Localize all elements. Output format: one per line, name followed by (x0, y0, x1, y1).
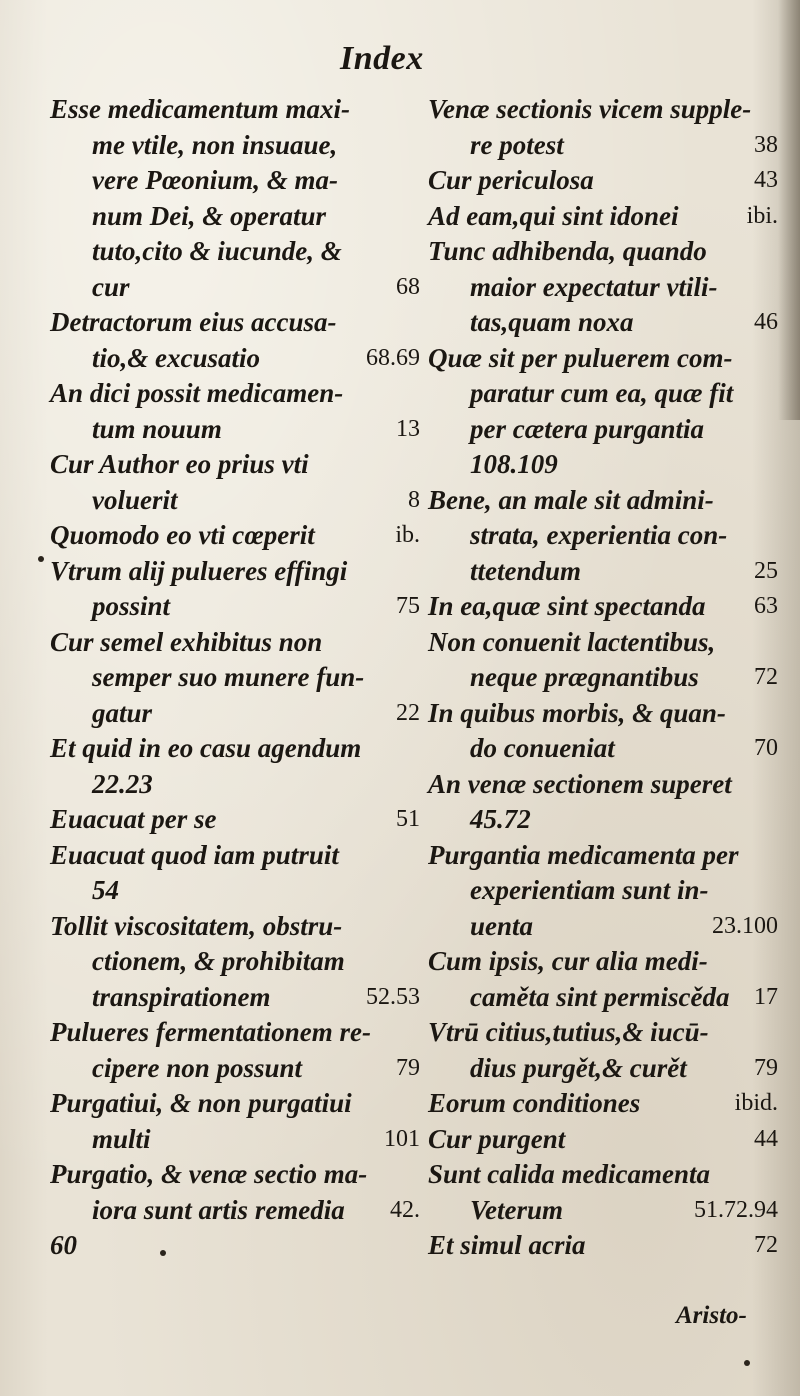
entry-text: neque prægnantibus (470, 662, 699, 692)
index-entry (50, 802, 420, 838)
entry-text: cipere non possunt (92, 1052, 303, 1083)
index-entry (50, 731, 420, 802)
page-edge-shadow (778, 0, 800, 420)
index-entry (50, 518, 420, 554)
index-column-right (428, 92, 778, 1264)
index-entry (428, 163, 778, 199)
entry-text: 54 (92, 875, 119, 905)
index-entry (50, 625, 420, 732)
index-entry (428, 944, 778, 1015)
index-entry (50, 838, 420, 909)
entry-text: tas,quam noxa (470, 307, 634, 337)
page-reference: 17 (754, 983, 778, 1010)
entry-text: Sunt calida medicamenta (428, 1159, 711, 1189)
index-entry (428, 1015, 778, 1086)
page-reference: ibid. (734, 1090, 778, 1116)
entry-text: Et quid in eo casu agendum (50, 733, 362, 763)
index-entry (50, 376, 420, 447)
entry-text: Cur periculosa (428, 165, 594, 195)
index-entry (428, 1157, 778, 1228)
page-reference: 8 (408, 486, 420, 513)
page-reference: 63 (754, 593, 778, 619)
index-entry (428, 199, 778, 235)
entry-text: Veterum (470, 1194, 564, 1225)
page-reference: ibi. (746, 202, 778, 229)
entry-text: cur (92, 271, 130, 302)
entry-text: experientiam sunt in- (470, 875, 709, 905)
entry-text: paratur cum ea, quæ fit (470, 378, 734, 408)
index-column-left (50, 92, 420, 1264)
page-reference: 43 (754, 167, 778, 193)
page-reference: 22 (396, 699, 420, 726)
page-reference: 72 (754, 1232, 778, 1258)
entry-text: ctionem, & prohibitam (92, 946, 345, 976)
entry-text: An venæ sectionem superet (428, 768, 732, 799)
index-entry (50, 305, 420, 376)
entry-text: do conueniat (470, 733, 615, 763)
index-entry (50, 554, 420, 625)
entry-text: multi (92, 1123, 151, 1154)
entry-text: transpirationem (92, 981, 271, 1012)
entry-text: Vtrum alij pulueres effingi (50, 555, 348, 586)
index-entry (50, 909, 420, 1016)
entry-text: Detractorum eius accusa- (50, 307, 337, 337)
entry-text: Euacuat per se (50, 804, 217, 834)
page-reference: 13 (396, 415, 420, 442)
entry-text: per cætera purgantia (470, 413, 705, 444)
entry-text: voluerit (92, 484, 178, 515)
page-header: Index (340, 40, 424, 77)
entry-text: Pulueres fermentationem re- (50, 1017, 371, 1047)
page-reference: 42. (390, 1196, 420, 1223)
entry-text: possint (92, 591, 171, 621)
entry-text: Vtrū citius,tutius,& iucū- (428, 1017, 709, 1047)
index-entry (50, 1015, 420, 1086)
index-entry (428, 767, 778, 838)
entry-text: Cur purgent (428, 1123, 566, 1154)
entry-text: strata, experientia con- (470, 520, 728, 550)
index-entry (428, 696, 778, 767)
entry-text: ttetendum (470, 555, 582, 586)
entry-text: me vtile, non insuaue, (92, 129, 338, 160)
index-entry (428, 838, 778, 945)
index-entry (428, 1228, 778, 1264)
page-reference: 52.53 (366, 983, 420, 1010)
index-entry (428, 589, 778, 625)
entry-text: Euacuat quod iam putruit (50, 839, 339, 870)
page-reference: 68 (396, 273, 420, 300)
entry-text: Cum ipsis, cur alia medi- (428, 946, 708, 976)
entry-text: tum nouum (92, 413, 222, 444)
entry-text: In quibus morbis, & quan- (428, 697, 726, 728)
index-entry (428, 625, 778, 696)
entry-text: tuto,cito & iucunde, & (92, 236, 342, 266)
index-entry (50, 1157, 420, 1228)
entry-text: Cur semel exhibitus non (50, 626, 323, 657)
entry-text: Purgatio, & venæ sectio ma- (50, 1159, 368, 1189)
entry-text: num Dei, & operatur (92, 200, 327, 231)
index-entry (50, 1086, 420, 1157)
entry-text: Ad eam,qui sint idonei (428, 200, 679, 231)
page-reference: 46 (754, 309, 778, 335)
page-reference: 23.100 (712, 912, 778, 939)
entry-text: Quomodo eo vti cœperit (50, 520, 315, 550)
entry-text: re potest (470, 129, 564, 160)
entry-text: Non conuenit lactentibus, (428, 626, 716, 657)
page-reference: 44 (754, 1125, 778, 1152)
entry-text: An dici possit medicamen- (50, 378, 344, 408)
page-reference: 75 (396, 593, 420, 619)
entry-text: gatur (92, 697, 153, 728)
entry-text: 22.23 (92, 768, 153, 799)
entry-text: Venæ sectionis vicem supple- (428, 94, 752, 124)
entry-text: Eorum conditiones (428, 1088, 641, 1118)
entry-text: semper suo munere fun- (92, 662, 365, 692)
index-entry (428, 92, 778, 163)
entry-text: Bene, an male sit admini- (428, 484, 714, 515)
entry-text: Et simul acria (428, 1230, 586, 1260)
ink-speck (38, 556, 44, 562)
page-reference: 70 (754, 735, 778, 761)
entry-text: 45.72 (470, 804, 531, 834)
index-entry (50, 447, 420, 518)
page-reference: 51.72.94 (694, 1196, 778, 1223)
entry-text: dius purgět,& curět (470, 1052, 687, 1083)
entry-text: Tunc adhibenda, quando (428, 236, 707, 266)
page-reference: 51 (396, 806, 420, 832)
index-entry (50, 1228, 420, 1264)
page-reference: 79 (754, 1054, 778, 1081)
index-entry (50, 92, 420, 305)
page-reference: 38 (754, 131, 778, 158)
entry-text: 60 (50, 1230, 77, 1260)
entry-text: iora sunt artis remedia (92, 1194, 345, 1225)
page-reference: 79 (396, 1054, 420, 1081)
index-entry (428, 1122, 778, 1158)
entry-text: Purgantia medicamenta per (428, 839, 739, 870)
entry-text: Quæ sit per puluerem com- (428, 342, 733, 373)
page-reference: 68.69 (366, 344, 420, 371)
entry-text: In ea,quæ sint spectanda (428, 591, 706, 621)
entry-text: maior expectatur vtili- (470, 271, 718, 302)
entry-text: uenta (470, 910, 534, 941)
entry-text: Purgatiui, & non purgatiui (50, 1088, 352, 1118)
index-entry (428, 341, 778, 483)
entry-text: Tollit viscositatem, obstru- (50, 910, 343, 941)
page-reference: 72 (754, 664, 778, 690)
entry-text: caměta sint permiscěda (470, 981, 730, 1012)
entry-text: 108.109 (470, 449, 558, 479)
ink-speck (744, 1360, 750, 1366)
index-entry (428, 234, 778, 341)
entry-text: vere Pœonium, & ma- (92, 165, 338, 195)
page-reference: 25 (754, 557, 778, 584)
entry-text: Cur Author eo prius vti (50, 449, 309, 479)
ink-speck (160, 1250, 166, 1256)
page-reference: ib. (395, 522, 420, 548)
index-entry (428, 483, 778, 590)
entry-text: Esse medicamentum maxi- (50, 94, 350, 124)
index-entry (428, 1086, 778, 1122)
catchword: Aristo- (676, 1302, 747, 1329)
page-reference: 101 (384, 1125, 420, 1152)
entry-text: tio,& excusatio (92, 342, 260, 373)
